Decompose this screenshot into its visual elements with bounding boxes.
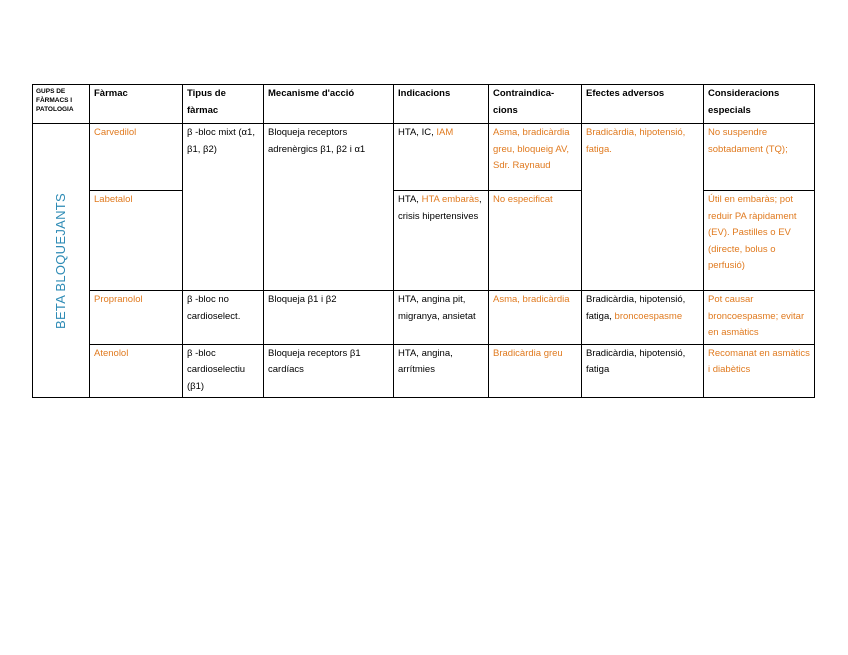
type-carvedilol: β -bloc mixt (α1, β1, β2) — [183, 124, 264, 291]
adverse-atenolol: Bradicàrdia, hipotensió, fatiga — [582, 344, 704, 398]
header-drug: Fàrmac — [90, 85, 183, 124]
indications-atenolol: HTA, angina, arrítmies — [394, 344, 489, 398]
drug-name-labetalol: Labetalol — [90, 191, 183, 291]
mechanism-propranolol: Bloqueja β1 i β2 — [264, 291, 394, 345]
special-carvedilol: No suspendre sobtadament (TQ); — [704, 124, 815, 191]
indications-carvedilol — [394, 124, 489, 191]
group-label: BETA BLOQUEJANTS — [52, 192, 68, 329]
indications-labetalol-text-1: HTA, — [398, 194, 422, 205]
drug-name-atenolol: Atenolol — [90, 344, 183, 398]
header-special-considerations: Consideracions especials — [704, 85, 815, 124]
group-cell — [33, 124, 90, 398]
indications-labetalol-highlight: HTA embaràs — [421, 194, 479, 205]
header-adverse-effects: Efectes adversos — [582, 85, 704, 124]
special-atenolol: Recomanat en asmàtics i diabètics — [704, 344, 815, 398]
indications-propranolol: HTA, angina pit, migranya, ansietat — [394, 291, 489, 345]
contraindications-atenolol: Bradicàrdia greu — [489, 344, 582, 398]
drug-name-carvedilol: Carvedilol — [90, 124, 183, 191]
indications-carvedilol-text: HTA, IC, — [398, 127, 437, 138]
indications-labetalol-text-2: , crisis hipertensives — [398, 194, 482, 222]
drug-name-propranolol: Propranolol — [90, 291, 183, 345]
contraindications-labetalol: No especificat — [489, 191, 582, 291]
table-row-propranolol — [33, 291, 815, 345]
special-propranolol: Pot causar broncoespasme; evitar en asmàtics — [704, 291, 815, 345]
adverse-propranolol-highlight: broncoespasme — [614, 310, 683, 322]
contraindications-propranolol: Asma, bradicàrdia — [489, 291, 582, 345]
indications-carvedilol-highlight: IAM — [436, 127, 454, 138]
beta-blockers-table — [32, 84, 815, 398]
indications-labetalol — [394, 191, 489, 291]
type-atenolol: β -bloc cardioselectiu (β1) — [183, 344, 264, 398]
table-row-atenolol — [33, 344, 815, 398]
type-propranolol: β -bloc no cardioselect. — [183, 291, 264, 345]
header-group: GUPS DE FÀRMACS I PATOLOGIA — [33, 85, 90, 124]
adverse-propranolol — [582, 291, 704, 345]
header-mechanism: Mecanisme d'acció — [264, 85, 394, 124]
table-header-row — [33, 85, 815, 124]
mechanism-atenolol: Bloqueja receptors β1 cardíacs — [264, 344, 394, 398]
adverse-carvedilol: Bradicàrdia, hipotensió, fatiga. — [582, 124, 704, 291]
header-contraindications: Contraindica- cions — [489, 85, 582, 124]
header-indications: Indicacions — [394, 85, 489, 124]
special-labetalol: Útil en embaràs; pot reduir PA ràpidament (EV). Pastilles o EV (directe, bolus o perfusió) — [704, 191, 815, 291]
header-type: Tipus de fàrmac — [183, 85, 264, 124]
adverse-propranolol-text: Bradicàrdia, hipotensió, fatiga, — [586, 294, 686, 322]
contraindications-carvedilol: Asma, bradicàrdia greu, bloqueig AV, Sdr. Raynaud — [489, 124, 582, 191]
table-row-carvedilol — [33, 124, 815, 191]
mechanism-carvedilol: Bloqueja receptors adrenèrgics β1, β2 i α1 — [264, 124, 394, 291]
